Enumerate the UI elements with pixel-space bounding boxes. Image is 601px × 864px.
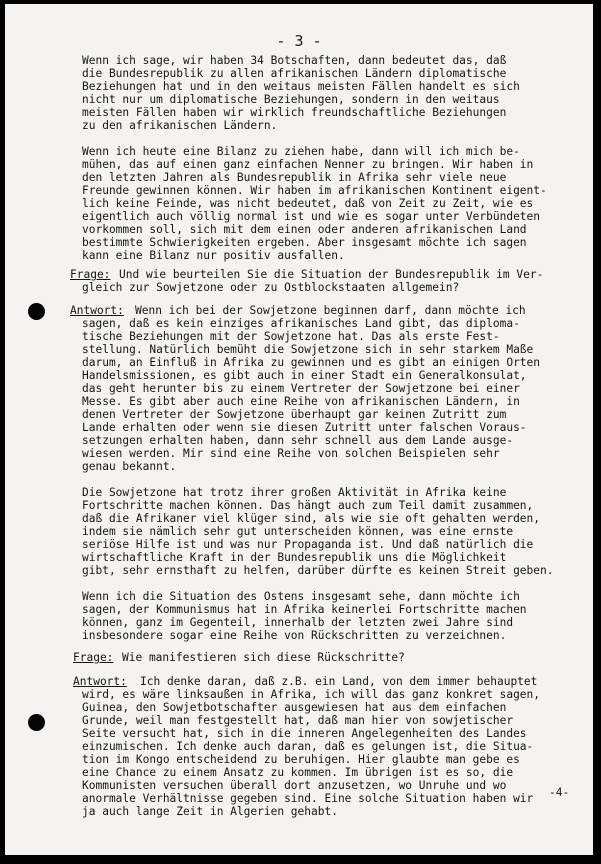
- text-line: Ich denke daran, daß z.B. ein Land, von dem immer behauptet: [140, 675, 538, 688]
- text-line: gibt, sehr ernsthaft zu helfen, darüber dürfte es keinen Streit geben.: [82, 564, 554, 577]
- text-line: den letzten Jahren als Bundesrepublik in Afrika sehr viele neue: [82, 171, 507, 184]
- text-line: sagen, der Kommunismus hat in Afrika keinerlei Fortschritte machen: [82, 603, 527, 616]
- text-line: kann eine Bilanz nur positiv ausfallen.: [82, 249, 345, 262]
- text-line: Beziehungen hat und in den weitaus meisten Fällen handelt es sich: [82, 80, 520, 93]
- text-line: Messe. Es gibt aber auch eine Reihe von afrikanischen Ländern, in: [82, 395, 520, 408]
- text-line: Wenn ich die Situation des Ostens insgesamt sehe, dann möchte ich: [82, 590, 520, 603]
- text-line: das geht herunter bis zu einem Vertreter der Sowjetzone bei einer: [82, 382, 520, 395]
- text-line: die Bundesrepublik zu allen afrikanischen Ländern diplomatische: [82, 67, 507, 80]
- text-line: ja auch lange Zeit in Algerien gehabt.: [82, 805, 338, 818]
- text-line: Die Sowjetzone hat trotz ihrer großen Aktivität in Afrika keine: [82, 486, 507, 499]
- text-line: einzumischen. Ich denke auch daran, daß es gelungen ist, die Situa-: [82, 740, 534, 753]
- punch-hole-top: [28, 303, 45, 320]
- text-line: genau bekannt.: [82, 460, 177, 473]
- text-line: meisten Fällen haben wir wirklich freundschaftliche Beziehungen: [82, 106, 507, 119]
- text-line: tische Beziehungen mit der Sowjetzone hat. Das als erste Fest-: [82, 330, 500, 343]
- next-page-marker: -4-: [549, 786, 570, 799]
- text-line: zu den afrikanischen Ländern.: [82, 119, 278, 132]
- text-line: setzungen erhalten haben, dann sehr schnell aus dem Lande ausge-: [82, 434, 514, 447]
- text-line: Freunde gewinnen können. Wir haben im afrikanischen Kontinent eigent-: [82, 184, 547, 197]
- text-line: lich keine Feinde, was nicht bedeutet, daß von Zeit zu Zeit, wie es: [82, 197, 534, 210]
- text-line: daß die Afrikaner viel klüger sind, als wie sie oft gehalten werden,: [82, 512, 541, 525]
- text-line: Handelsmissionen, es gibt auch in einer Stadt ein Generalkonsulat,: [82, 369, 527, 382]
- text-line: Fortschritte machen können. Das hängt auch zum Teil damit zusammen,: [82, 499, 534, 512]
- text-line: Wenn ich bei der Sowjetzone beginnen darf, dann möchte ich: [135, 304, 526, 317]
- text-line: wird, es wäre linksaußen in Afrika, ich will das ganz konkret sagen,: [82, 688, 541, 701]
- text-line: Und wie beurteilen Sie die Situation der Bundesrepublik im Ver-: [119, 268, 544, 281]
- text-line: Grunde, weil man festgestellt hat, daß man hier von sowjetischer: [82, 714, 514, 727]
- text-line: Guinea, den Sowjetbotschafter ausgewiesen hat aus dem einfachen: [82, 701, 507, 714]
- speaker-label: Frage:: [73, 651, 114, 664]
- text-line: können, ganz im Gegenteil, innerhalb der letzten zwei Jahre sind: [82, 616, 514, 629]
- text-line: eine Chance zu einem Ansatz zu kommen. Im übrigen ist es so, die: [82, 766, 514, 779]
- text-line: insbesondere sogar eine Reihe von Rückschritten zu verzeichnen.: [82, 629, 507, 642]
- text-line: stellung. Natürlich bemüht die Sowjetzone sich in sehr starkem Maße: [82, 343, 534, 356]
- document-page: [5, 4, 593, 855]
- text-line: gleich zur Sowjetzone oder zu Ostblockstaaten allgemein?: [82, 281, 460, 294]
- text-line: Seite versucht hat, sich in die inneren Angelegenheiten des Landes: [82, 727, 527, 740]
- text-line: Wenn ich sage, wir haben 34 Botschaften, dann bedeutet das, daß: [82, 54, 507, 67]
- text-line: Wenn ich heute eine Bilanz zu ziehen habe, dann will ich mich be-: [82, 145, 520, 158]
- text-line: Kommunisten versuchen überall dort anzusetzen, wo Unruhe und wo: [82, 779, 507, 792]
- text-line: Wie manifestieren sich diese Rückschritte?: [122, 651, 405, 664]
- text-line: darum, an Einfluß in Afrika zu gewinnen und es gibt an einigen Orten: [82, 356, 541, 369]
- text-line: Lande erhalten oder wenn sie diesen Zutritt unter falschen Voraus-: [82, 421, 527, 434]
- text-line: mühen, das auf einen ganz einfachen Nenner zu bringen. Wir haben in: [82, 158, 534, 171]
- text-line: nicht nur um diplomatische Beziehungen, sondern in den weitaus: [82, 93, 500, 106]
- speaker-label: Antwort:: [73, 675, 127, 688]
- text-line: bestimmte Schwierigkeiten ergeben. Aber insgesamt möchte ich sagen: [82, 236, 527, 249]
- text-line: anormale Verhältnisse gegeben sind. Eine solche Situation haben wir: [82, 792, 534, 805]
- speaker-label: Frage:: [70, 268, 111, 281]
- page-number: - 3 -: [276, 32, 322, 50]
- text-line: seriöse Hilfe ist und was nur Propaganda ist. Und daß natürlich die: [82, 538, 534, 551]
- text-line: vorkommen soll, sich mit dem einen oder anderen afrikanischen Land: [82, 223, 527, 236]
- text-line: tion im Kongo entscheidend zu beruhigen. Hier glaubte man gebe es: [82, 753, 520, 766]
- text-line: denen Vertreter der Sowjetzone überhaupt gar keinen Zutritt zum: [82, 408, 507, 421]
- speaker-label: Antwort:: [70, 304, 124, 317]
- text-line: wirtschaftliche Kraft in der Bundesrepublik uns die Möglichkeit: [82, 551, 507, 564]
- text-line: indem sie nämlich sehr gut unterscheiden können, was eine ernste: [82, 525, 514, 538]
- text-line: sagen, daß es kein einziges afrikanisches Land gibt, das diploma-: [82, 317, 520, 330]
- text-line: eigentlich auch völlig normal ist und wie es sogar unter Verbündeten: [82, 210, 541, 223]
- text-line: wiesen werden. Mir sind eine Reihe von solchen Beispielen sehr: [82, 447, 500, 460]
- punch-hole-bottom: [28, 714, 45, 731]
